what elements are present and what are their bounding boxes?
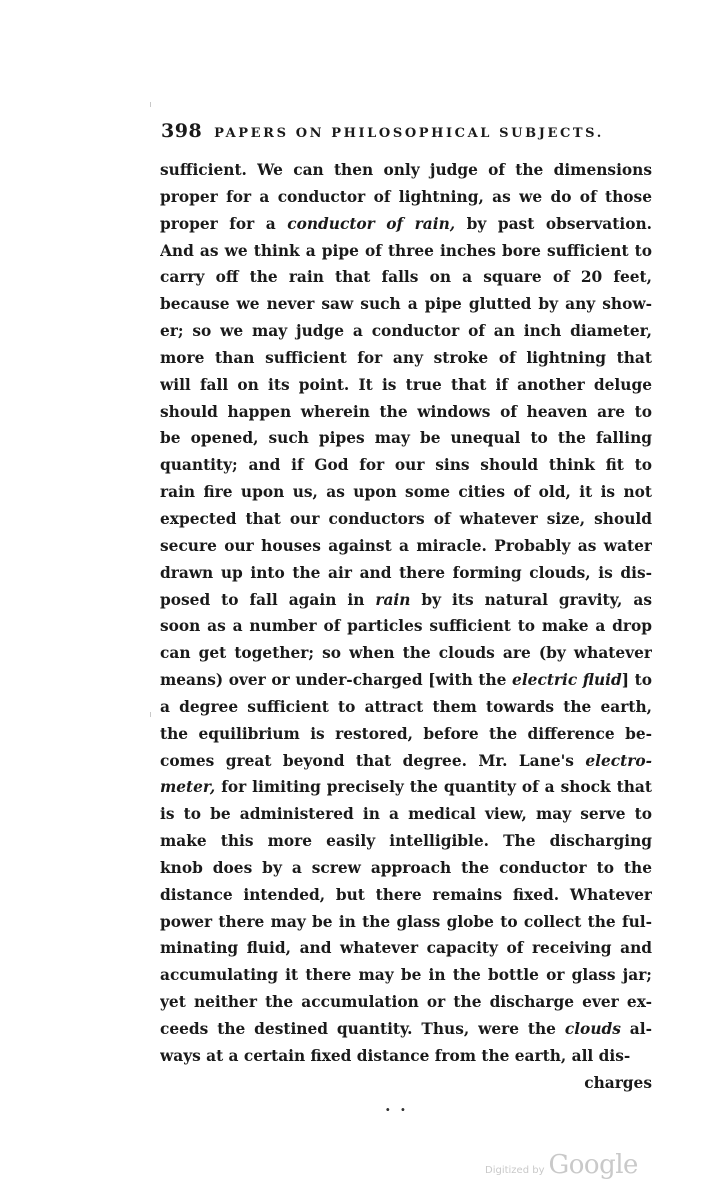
text-segment: quantity; and if God for our sins should think fit to (160, 456, 652, 475)
text-line (160, 211, 652, 238)
text-line (160, 962, 652, 989)
watermark-prefix: Digitized by (485, 1165, 545, 1176)
text-segment: the equilibrium is restored, before the difference be- (160, 724, 652, 743)
text-line (160, 935, 652, 962)
text-segment: knob does by a screw approach the conductor to the (160, 858, 652, 877)
text-segment: And as we think a pipe of three inches bore sufficient to (160, 241, 652, 260)
text-segment: comes great beyond that degree. Mr. Lane's (160, 751, 586, 770)
running-head: PAPERS ON PHILOSOPHICAL SUBJECTS. (214, 126, 604, 141)
google-logo: Google (548, 1150, 638, 1180)
italic-text: electric fluid (512, 671, 622, 690)
text-segment: will fall on its point. It is true that if another deluge (160, 375, 652, 394)
text-line (160, 238, 652, 265)
text-segment: secure our houses against a miracle. Probably as water (160, 536, 652, 555)
text-line (160, 613, 652, 640)
text-line (160, 318, 652, 345)
text-segment: proper for a conductor of lightning, as we do of those (160, 187, 652, 206)
text-line (160, 1043, 652, 1070)
text-segment: ways at a certain fixed distance from the earth, all dis- (160, 1046, 631, 1065)
italic-text: rain (375, 590, 411, 609)
text-segment: drawn up into the air and there forming clouds, is dis- (160, 563, 652, 582)
digitization-watermark (485, 1150, 638, 1180)
text-line (160, 372, 652, 399)
text-line (160, 721, 652, 748)
text-line (160, 533, 652, 560)
text-segment: expected that our conductors of whatever size, should (160, 509, 652, 528)
text-segment: al- (620, 1020, 652, 1038)
text-segment: more than sufficient for any stroke of lightning that (160, 348, 652, 367)
text-line (160, 801, 652, 828)
text-line (160, 989, 652, 1016)
text-line (160, 399, 652, 426)
italic-text: conductor of rain, (287, 214, 456, 233)
text-segment: means) over or under-charged [with the (160, 671, 513, 690)
text-segment: posed to fall again in (160, 590, 376, 609)
margin-mark (150, 712, 151, 717)
text-segment: minating fluid, and whatever capacity of receiving and (160, 939, 652, 958)
text-segment: a degree sufficient to attract them towards the earth, (160, 697, 652, 716)
catchword: charges (584, 1073, 652, 1092)
text-segment: yet neither the accumulation or the discharge ever ex- (160, 993, 652, 1012)
text-line (160, 184, 652, 211)
text-segment: ceeds the destined quantity. Thus, were the (160, 1020, 565, 1038)
text-line (160, 506, 652, 533)
page-number: 398 (161, 120, 203, 142)
italic-text: meter, (160, 778, 216, 797)
signature-marks: · · (385, 1100, 408, 1119)
text-segment: sufficient. We can then only judge of the dimensions (160, 161, 652, 179)
italic-text: electro- (585, 751, 652, 770)
text-line (160, 291, 652, 318)
margin-mark (150, 102, 151, 107)
text-segment: should happen wherein the windows of heaven are to (160, 402, 652, 421)
text-segment: distance intended, but there remains fixed. Whatever (160, 885, 652, 904)
text-segment: rain fire upon us, as upon some cities of old, it is not (160, 483, 652, 502)
text-segment: for limiting precisely the quantity of a shock that (215, 778, 652, 797)
text-line (160, 882, 652, 909)
italic-text: clouds (564, 1020, 621, 1038)
text-line (160, 264, 652, 291)
text-line (160, 452, 652, 479)
text-line (160, 587, 652, 614)
text-line (160, 479, 652, 506)
text-segment: because we never saw such a pipe glutted by any show- (160, 295, 652, 314)
text-segment: carry off the rain that falls on a square of 20 feet, (160, 268, 652, 287)
text-line (160, 828, 652, 855)
text-segment: er; so we may judge a conductor of an inch diameter, (160, 322, 652, 341)
page-header (161, 120, 661, 144)
text-segment: power there may be in the glass globe to collect the ful- (160, 912, 652, 931)
text-line (160, 694, 652, 721)
text-segment: is to be administered in a medical view, may serve to (160, 805, 652, 824)
text-line (160, 157, 652, 184)
text-line (160, 1016, 652, 1043)
text-segment: soon as a number of particles sufficient to make a drop (160, 617, 652, 636)
text-line (160, 909, 652, 936)
text-line (160, 774, 652, 801)
text-line (160, 425, 652, 452)
text-segment: by its natural gravity, as (410, 590, 652, 609)
text-segment: by past observation. (455, 214, 652, 233)
text-line (160, 855, 652, 882)
text-line (160, 748, 652, 775)
text-line (160, 345, 652, 372)
text-line (160, 560, 652, 587)
text-segment: be opened, such pipes may be unequal to the falling (160, 429, 652, 448)
text-segment: can get together; so when the clouds are (by whatever (160, 644, 652, 663)
text-segment: proper for a (160, 214, 288, 233)
text-segment: accumulating it there may be in the bottle or glass jar; (160, 966, 652, 985)
text-line (160, 640, 652, 667)
text-segment: make this more easily intelligible. The discharging (160, 832, 652, 851)
body-text (160, 157, 652, 1097)
text-line (160, 667, 652, 694)
text-segment: ] to (621, 671, 652, 690)
